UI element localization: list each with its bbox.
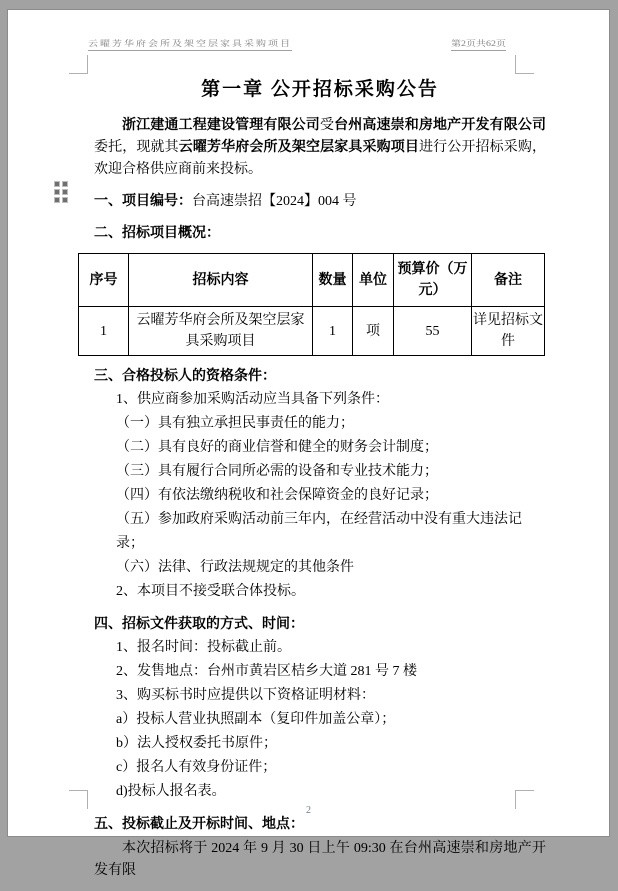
cell-remark: 详见招标文件 [472,307,545,356]
col-header-index: 序号 [79,254,129,307]
document-content [89,70,547,891]
document-page [7,9,610,878]
section-qualification-heading [94,365,546,388]
chapter-title: 第一章 公开招标采购公告 [201,79,439,100]
qualification-item: 1、供应商参加采购活动应当具备下列条件： [116,392,389,407]
tender-overview-table [78,253,545,356]
col-header-budget: 预算价（万元） [394,254,472,307]
qualification-item: （六）法律、行政法规规定的其他条件 [116,560,354,575]
obtain-item: c）报名人有效身份证件； [116,760,277,775]
obtain-item: d)投标人报名表。 [116,784,226,799]
section-document-obtain-heading [94,613,546,636]
paragraph-anchor-dots-icon [55,182,67,202]
obtain-item: 2、发售地点：台州市黄岩区桔乡大道 281 号 7 楼 [116,664,417,679]
cell-budget: 55 [394,307,472,356]
deadline-paragraph: 本次招标将于 2024 年 9 月 30 日上午 09:30 在台州高速崇和房地产开发有限 [94,841,546,878]
section4-label: 四、招标文件获取的方式、时间： [94,617,304,632]
intro-text: 委托，现就其 [94,140,179,155]
cell-content: 云曜芳华府会所及架空层家具采购项目 [129,307,313,356]
footer-page-number: 2 [306,805,311,816]
col-header-quantity: 数量 [313,254,353,307]
qualification-item: （一）具有独立承担民事责任的能力； [116,416,354,431]
header-project-name: 云曜芳华府会所及架空层家具采购项目 [88,39,292,51]
cell-index: 1 [79,307,129,356]
intro-agency-name: 浙江建通工程建设管理有限公司 [122,118,320,133]
project-number-value: 台高速崇招【2024】004 号 [192,194,357,209]
section-deadline-heading [94,813,546,836]
obtain-item: b）法人授权委托书原件； [116,736,277,751]
header-page-indicator: 第2页共62页 [451,39,506,51]
col-header-remark: 备注 [472,254,545,307]
cell-quantity: 1 [313,307,353,356]
qualification-item: （三）具有履行合同所必需的设备和专业技术能力； [116,464,438,479]
section5-label: 五、投标截止及开标时间、地点： [94,817,304,832]
section-project-number [94,190,546,213]
section3-label: 三、合格投标人的资格条件： [94,369,276,384]
intro-project-name: 云曜芳华府会所及架空层家具采购项目 [178,140,419,155]
qualification-item: （四）有依法缴纳税收和社会保障资金的良好记录； [116,488,438,503]
intro-text: 进行公开招标采购，欢迎合格供应商前来投标。 [94,140,547,177]
section2-label: 二、招标项目概况： [94,226,220,241]
table-row [79,307,545,356]
section-overview-heading [94,222,546,245]
intro-text: 受 [319,118,335,133]
obtain-item: a）投标人营业执照副本（复印件加盖公章）； [116,712,396,727]
section1-label: 一、项目编号： [94,194,192,209]
qualification-item: （五）参加政府采购活动前三年内，在经营活动中没有重大违法记录； [116,512,522,551]
col-header-unit: 单位 [353,254,394,307]
page-header [88,36,506,51]
intro-paragraph [94,115,546,181]
obtain-item: 1、报名时间：投标截止前。 [116,640,291,655]
obtain-item: 3、购买标书时应提供以下资格证明材料： [116,688,375,703]
qualification-item: （二）具有良好的商业信誉和健全的财务会计制度； [116,440,438,455]
table-header-row [79,254,545,307]
crop-mark-top-left [69,55,88,74]
qualification-item: 2、本项目不接受联合体投标。 [116,584,305,599]
cell-unit: 项 [353,307,394,356]
col-header-content: 招标内容 [129,254,313,307]
intro-owner-name: 台州高速崇和房地产开发有限公司 [334,118,547,133]
